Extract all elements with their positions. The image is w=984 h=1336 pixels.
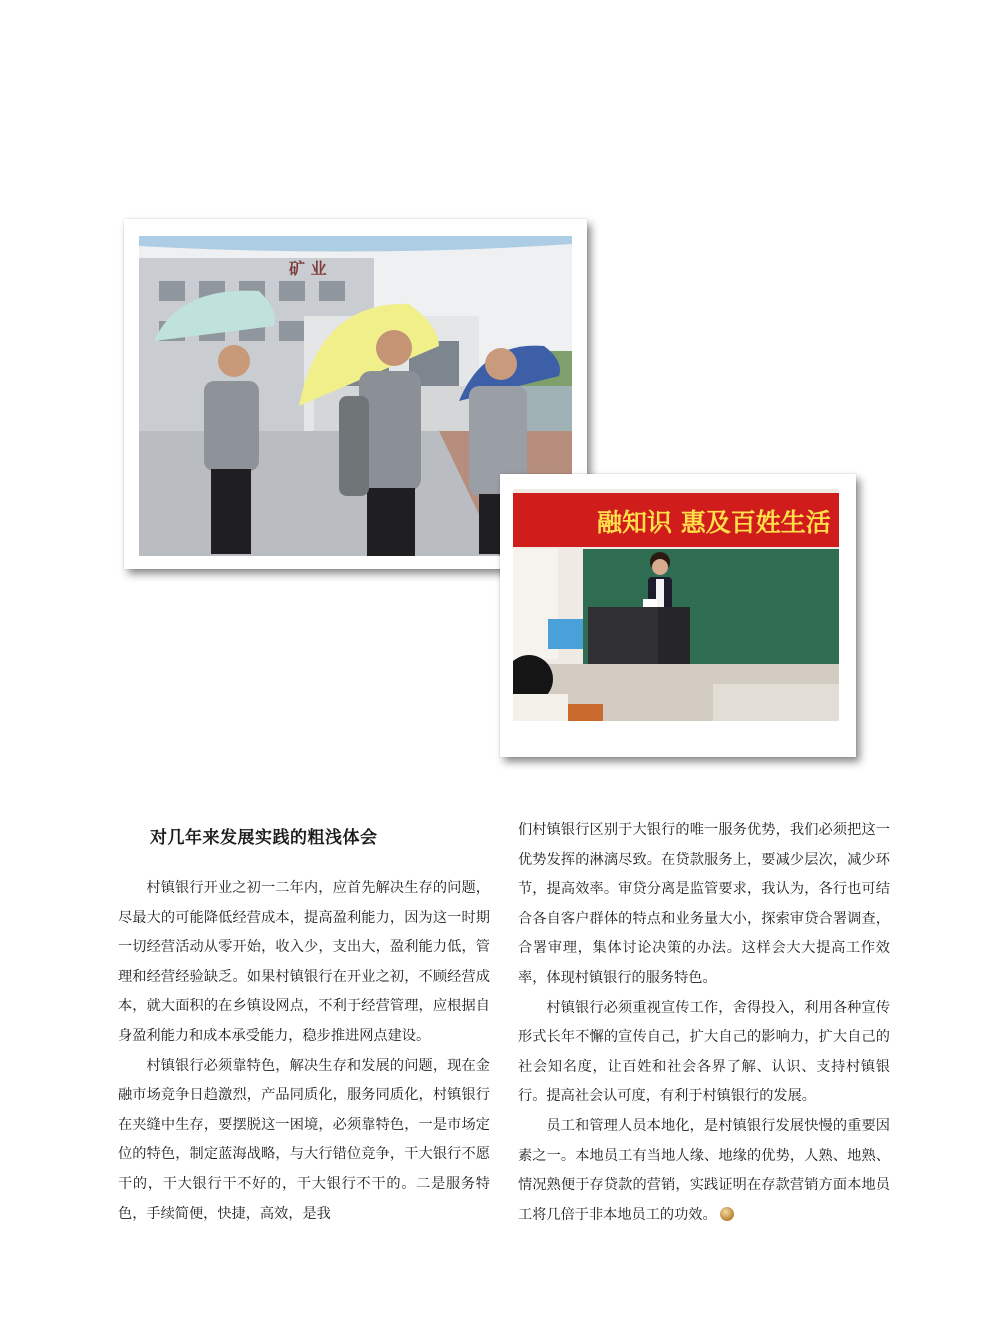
paragraph: 村镇银行必须靠特色，解决生存和发展的问题，现在金融市场竞争日趋激烈，产品同质化，服务同质化，村镇银行在夹缝中生存，要摆脱这一困境，必须靠特色，一是市场定位的特色，制定蓝海战略，与大行错位竞争，干大银行不愿干的，干大银行干不好的，干大银行不干的。二是服务特色，手续简便，快捷，高效，是我 — [118, 1057, 490, 1222]
paragraph: 村镇银行必须重视宣传工作，舍得投入，利用各种宣传形式长年不懈的宣传自己，扩大自己的影响力，扩大自己的社会知名度，让百姓和社会各界了解、认识、支持村镇银行。提高社会认可度，有利于村镇银行的发展。 — [518, 999, 890, 1105]
article-title: 对几年来发展实践的粗浅体会 — [150, 828, 378, 848]
photo-classroom-lecture — [513, 489, 839, 721]
article-column-right — [518, 816, 890, 1230]
paragraph-last — [518, 1112, 890, 1230]
article-column-left — [118, 874, 490, 1229]
paragraph: 村镇银行开业之初一二年内，应首先解决生存的问题，尽最大的可能降低经营成本，提高盈利能力，因为这一时期一切经营活动从零开始，收入少，支出大，盈利能力低，管理和经营经验缺乏。如果村镇银行在开业之初，不顾经营成本，就大面积的在乡镇设网点，不利于经营管理，应根据自身盈利能力和成本承受能力，稳步推进网点建设。 — [118, 880, 490, 1044]
paragraph-continuation: 们村镇银行区别于大银行的唯一服务优势，我们必须把这一优势发挥的淋漓尽致。在贷款服务上，要减少层次，减少环节，提高效率。审贷分离是监管要求，我认为，各行也可结合各自客户群体的特点和业务量大小，探索审贷合署调查，合署审理，集体讨论决策的办法。这样会大大提高工作效率，体现村镇银行的服务特色。 — [518, 822, 890, 986]
banner-text: 融知识 惠及百姓生活 — [597, 508, 831, 537]
end-of-article-icon — [720, 1207, 734, 1221]
factory-sign-text: 矿 业 — [289, 259, 327, 278]
photo-bottom-frame — [500, 474, 856, 757]
paragraph-text: 员工和管理人员本地化，是村镇银行发展快慢的重要因素之一。本地员工有当地人缘、地缘的优势，人熟、地熟、情况熟便于存贷款的营销，实践证明在存款营销方面本地员工将几倍于非本地员工的功效。 — [518, 1117, 890, 1223]
